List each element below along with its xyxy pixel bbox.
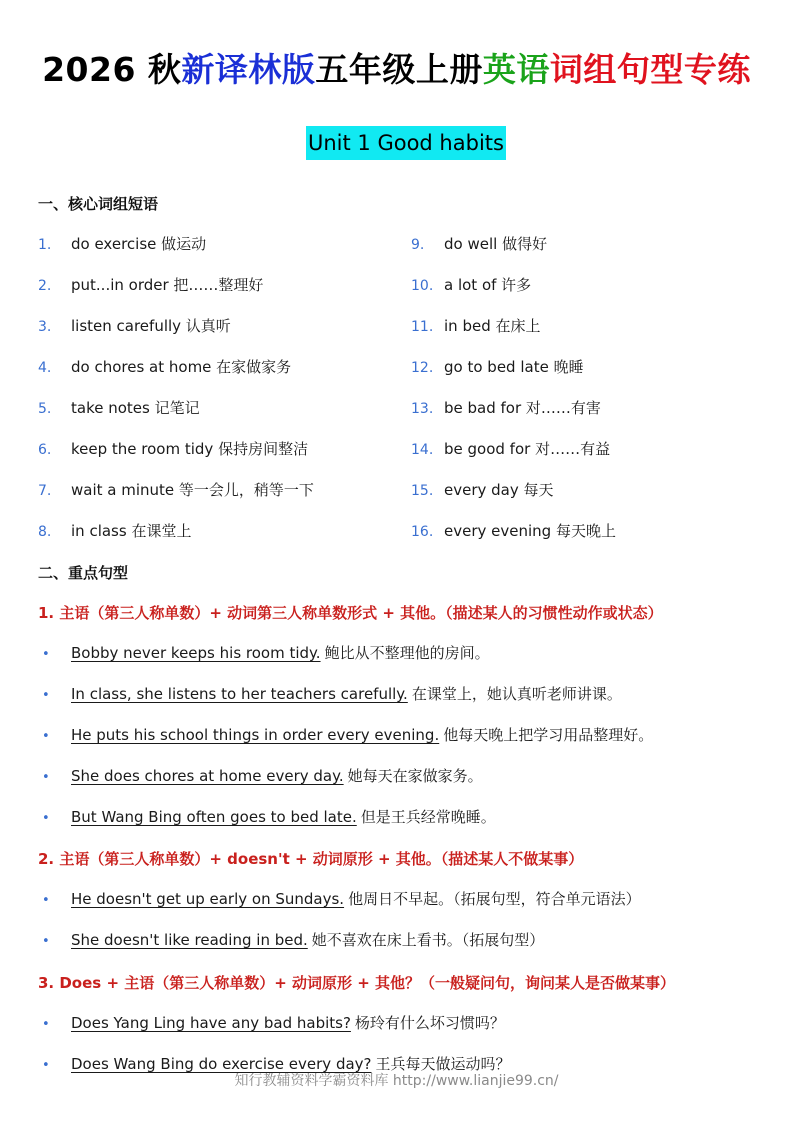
sentence-english: In class, she listens to her teachers carefully. <box>71 685 408 703</box>
vocab-number: 6. <box>38 442 52 458</box>
vocab-text: keep the room tidy 保持房间整洁 <box>71 440 309 458</box>
sentence-item <box>38 806 496 828</box>
section-heading-sentences: 二、重点句型 <box>38 564 129 582</box>
pattern-heading: 3. Does + 主语（第三人称单数）+ 动词原形 + 其他？（一般疑问句，询问某人是否做某事） <box>38 974 676 992</box>
sentence-chinese: 他周日不早起。（拓展句型，符合单元语法） <box>348 890 641 908</box>
vocab-text: every day 每天 <box>444 481 554 499</box>
sentence-item <box>38 929 544 951</box>
sentence-english: Bobby never keeps his room tidy. <box>71 644 321 662</box>
sentence-item <box>38 642 490 664</box>
vocab-item <box>38 479 314 501</box>
vocab-number: 16. <box>411 524 434 540</box>
sentence-item <box>38 724 653 746</box>
vocab-item <box>38 356 291 378</box>
vocab-text: a lot of 许多 <box>444 276 532 294</box>
bullet-icon: • <box>42 647 50 662</box>
vocab-number: 4. <box>38 360 52 376</box>
section-heading-phrases: 一、核心词组短语 <box>38 195 159 213</box>
bullet-icon: • <box>42 934 50 949</box>
sentence-english: Does Wang Bing do exercise every day? <box>71 1055 372 1073</box>
sentence-english: He doesn't get up early on Sundays. <box>71 890 345 908</box>
sentence-item <box>38 765 483 787</box>
title-part-subject: 英语 <box>482 50 550 89</box>
sentence-chinese: 鲍比从不整理他的房间。 <box>324 644 490 662</box>
vocab-number: 14. <box>411 442 434 458</box>
vocab-number: 13. <box>411 401 434 417</box>
bullet-icon: • <box>42 770 50 785</box>
vocab-text: take notes 记笔记 <box>71 399 200 417</box>
vocab-text: put...in order 把……整理好 <box>71 276 264 294</box>
title-part-grade: 五年级上册 <box>315 50 483 89</box>
vocab-number: 3. <box>38 319 52 335</box>
vocab-item <box>411 520 616 542</box>
bullet-icon: • <box>42 729 50 744</box>
sentence-english: Does Yang Ling have any bad habits? <box>71 1014 351 1032</box>
vocab-text: do chores at home 在家做家务 <box>71 358 292 376</box>
bullet-icon: • <box>42 1017 50 1032</box>
vocab-number: 5. <box>38 401 52 417</box>
vocab-text: listen carefully 认真听 <box>71 317 231 335</box>
vocab-text: do exercise 做运动 <box>71 235 207 253</box>
title-part-topic: 词组句型专练 <box>549 50 751 89</box>
vocab-item <box>38 274 263 296</box>
vocab-text: go to bed late 晚睡 <box>444 358 584 376</box>
vocab-number: 9. <box>411 237 425 253</box>
vocab-number: 1. <box>38 237 52 253</box>
title-part-edition: 新译林版 <box>181 50 316 89</box>
vocab-number: 15. <box>411 483 434 499</box>
vocab-text: be bad for 对……有害 <box>444 399 601 417</box>
sentence-chinese: 但是王兵经常晚睡。 <box>360 808 496 826</box>
sentence-english: She doesn't like reading in bed. <box>71 931 308 949</box>
vocab-item <box>411 356 584 378</box>
vocab-item <box>411 438 610 460</box>
footer-watermark: 知行教辅资料学霸资料库 http://www.lianjie99.cn/ <box>234 1073 559 1089</box>
vocab-item <box>411 274 531 296</box>
vocab-text: do well 做得好 <box>444 235 548 253</box>
sentence-chinese: 她不喜欢在床上看书。（拓展句型） <box>311 931 545 949</box>
sentence-item <box>38 1012 505 1034</box>
vocab-number: 10. <box>411 278 434 294</box>
title-part-year: 2026 秋 <box>42 50 182 89</box>
sentence-english: But Wang Bing often goes to bed late. <box>71 808 357 826</box>
vocab-item <box>411 397 601 419</box>
vocab-item <box>411 233 547 255</box>
vocab-item <box>411 315 540 337</box>
sentence-chinese: 他每天晚上把学习用品整理好。 <box>443 726 654 744</box>
vocab-text: wait a minute 等一会儿，稍等一下 <box>71 481 314 499</box>
document-title <box>0 44 793 91</box>
vocab-number: 2. <box>38 278 52 294</box>
sentence-chinese: 她每天在家做家务。 <box>347 767 483 785</box>
pattern-heading: 1. 主语（第三人称单数）+ 动词第三人称单数形式 + 其他。（描述某人的习惯性动作或状态） <box>38 604 663 622</box>
sentence-english: She does chores at home every day. <box>71 767 344 785</box>
sentence-item <box>38 683 622 705</box>
vocab-number: 11. <box>411 319 434 335</box>
vocab-item <box>411 479 554 501</box>
vocab-item <box>38 397 200 419</box>
vocab-number: 7. <box>38 483 52 499</box>
vocab-number: 12. <box>411 360 434 376</box>
vocab-item <box>38 520 191 542</box>
sentence-english: He puts his school things in order every evening. <box>71 726 440 744</box>
vocab-number: 8. <box>38 524 52 540</box>
sentence-chinese: 王兵每天做运动吗？ <box>375 1055 511 1073</box>
vocab-item <box>38 315 231 337</box>
sentence-chinese: 在课堂上，她认真听老师讲课。 <box>411 685 622 703</box>
unit-title: Unit 1 Good habits <box>306 126 506 160</box>
vocab-text: every evening 每天晚上 <box>444 522 616 540</box>
vocab-text: in bed 在床上 <box>444 317 541 335</box>
bullet-icon: • <box>42 811 50 826</box>
bullet-icon: • <box>42 1058 50 1073</box>
vocab-item <box>38 438 308 460</box>
bullet-icon: • <box>42 688 50 703</box>
vocab-item <box>38 233 206 255</box>
vocab-text: be good for 对……有益 <box>444 440 611 458</box>
vocab-text: in class 在课堂上 <box>71 522 192 540</box>
sentence-chinese: 杨玲有什么坏习惯吗？ <box>354 1014 505 1032</box>
pattern-heading: 2. 主语（第三人称单数）+ doesn't + 动词原形 + 其他。（描述某人不做某事） <box>38 850 584 868</box>
sentence-item <box>38 888 641 910</box>
bullet-icon: • <box>42 893 50 908</box>
